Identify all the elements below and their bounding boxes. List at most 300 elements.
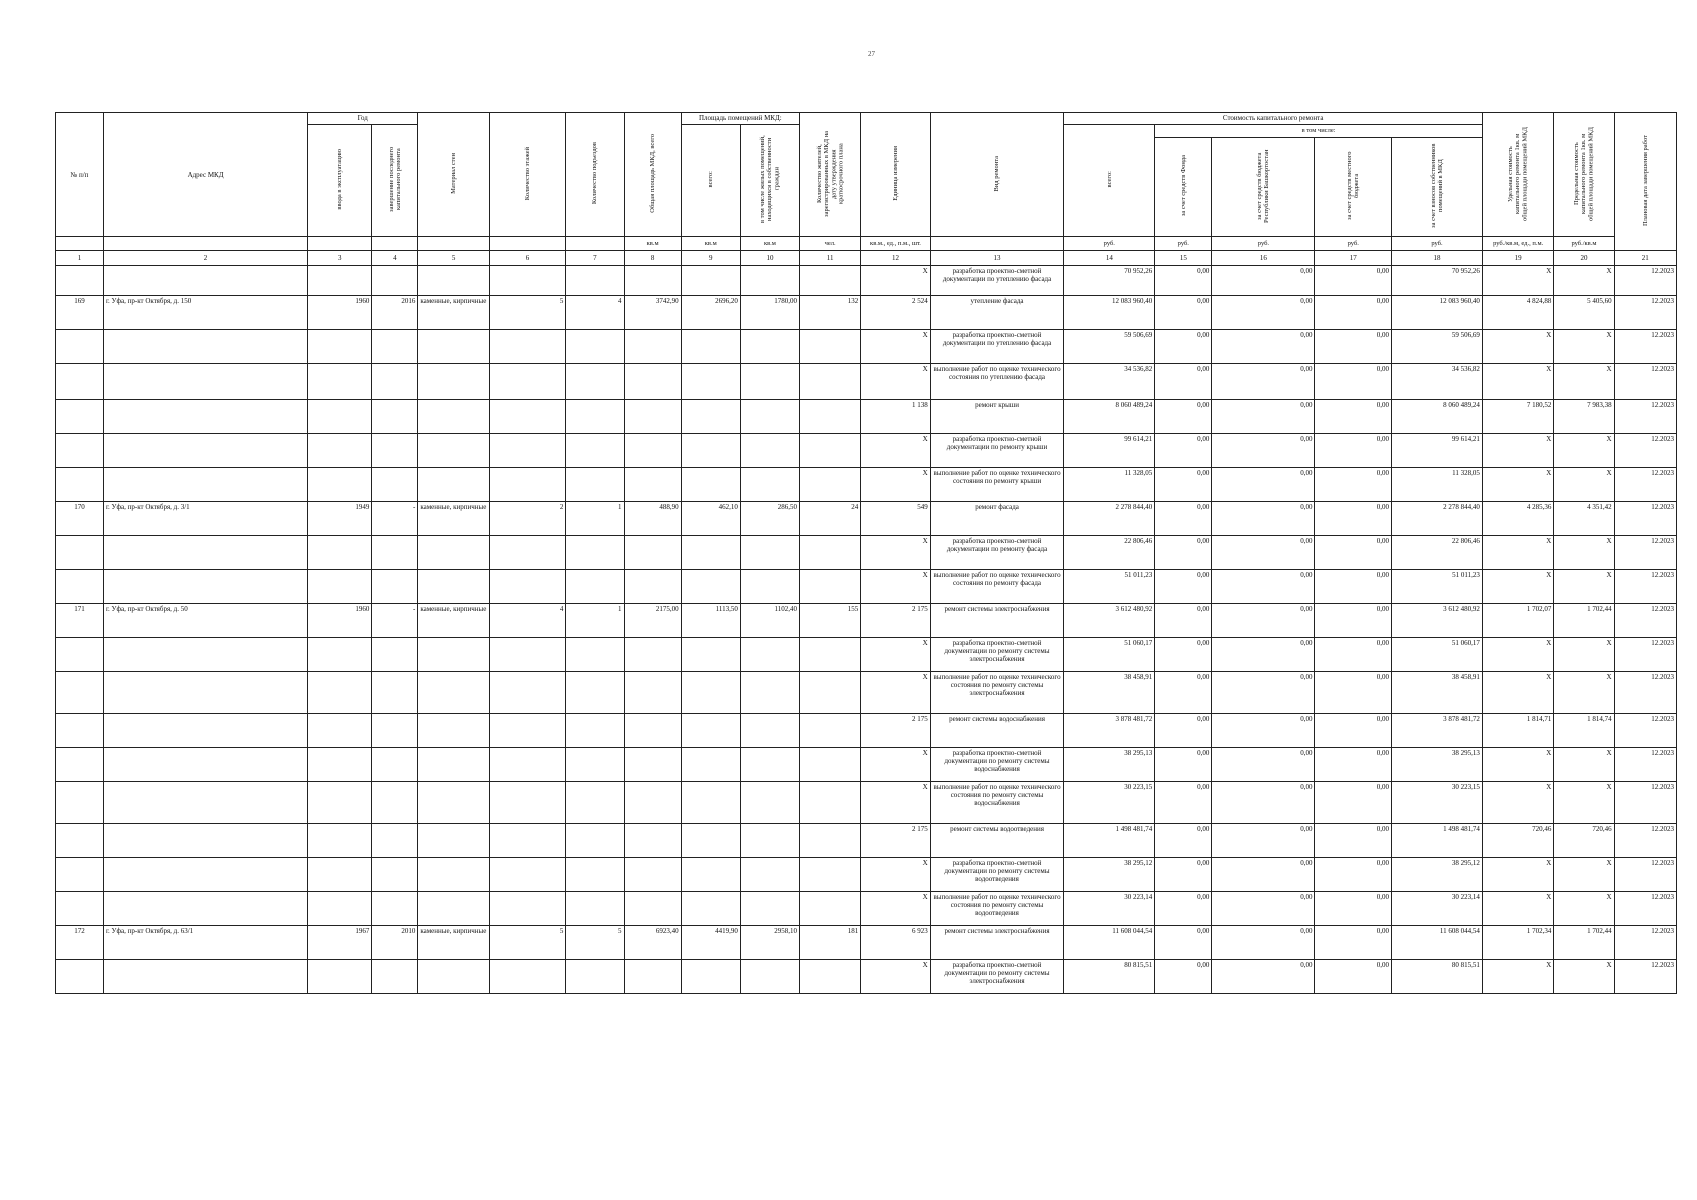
cost-fund-cell: 0,00	[1155, 960, 1212, 994]
quantity-cell: X	[861, 536, 930, 570]
work-type-cell: разработка проектно-сметной документации по ремонту системы электроснабжения	[930, 960, 1064, 994]
cost-total-cell: 11 608 044,54	[1064, 926, 1155, 960]
floors-cell	[489, 638, 566, 672]
floors-cell	[489, 714, 566, 748]
entrances-cell	[566, 468, 624, 502]
wall-material-cell	[418, 266, 489, 296]
cost-total-cell: 38 295,13	[1064, 748, 1155, 782]
row-number-cell: 169	[56, 296, 104, 330]
address-cell	[103, 570, 307, 604]
header-premises-private: в том числе жилых помещений, находящихся в собственности граждан	[740, 125, 799, 237]
wall-material-cell	[418, 330, 489, 364]
total-area-cell: 2175,00	[624, 604, 681, 638]
max-cost-cell: X	[1554, 330, 1614, 364]
quantity-cell: X	[861, 638, 930, 672]
table-row	[56, 468, 1677, 502]
entrances-cell	[566, 570, 624, 604]
work-type-cell: разработка проектно-сметной документации по ремонту фасада	[930, 536, 1064, 570]
wall-material-cell	[418, 892, 489, 926]
max-cost-cell: 1 814,74	[1554, 714, 1614, 748]
unit-cost-cell: 4 824,88	[1482, 296, 1553, 330]
planned-date-cell: 12.2023	[1614, 892, 1676, 926]
table-row	[56, 960, 1677, 994]
row-number-cell: 170	[56, 502, 104, 536]
max-cost-cell: 1 702,44	[1554, 604, 1614, 638]
entrances-cell	[566, 330, 624, 364]
wall-material-cell	[418, 536, 489, 570]
cost-local-cell: 0,00	[1315, 782, 1392, 824]
floors-cell	[489, 266, 566, 296]
total-area-cell	[624, 570, 681, 604]
entrances-cell	[566, 364, 624, 400]
cost-fund-cell: 0,00	[1155, 892, 1212, 926]
wall-material-cell: каменные, кирпичные	[418, 502, 489, 536]
capital-repair-table	[55, 112, 1677, 994]
cost-total-cell: 51 011,23	[1064, 570, 1155, 604]
max-cost-cell: X	[1554, 748, 1614, 782]
total-area-cell	[624, 638, 681, 672]
entrances-cell	[566, 824, 624, 858]
floors-cell	[489, 364, 566, 400]
row-number-cell	[56, 824, 104, 858]
quantity-cell: X	[861, 672, 930, 714]
header-unit-cost: Удельная стоимость капитального ремонта 1кв. м общей площади помещений МКД	[1482, 113, 1553, 237]
premises-total-cell	[681, 892, 740, 926]
year-last-repair-cell	[372, 714, 418, 748]
cost-total-cell: 34 536,82	[1064, 364, 1155, 400]
planned-date-cell: 12.2023	[1614, 638, 1676, 672]
planned-date-cell: 12.2023	[1614, 400, 1676, 434]
unit-cost-cell: X	[1482, 434, 1553, 468]
column-number: 13	[930, 251, 1064, 266]
unit-cost-cell: X	[1482, 672, 1553, 714]
wall-material-cell	[418, 748, 489, 782]
premises-private-cell	[740, 400, 799, 434]
max-cost-cell: X	[1554, 672, 1614, 714]
quantity-cell: X	[861, 266, 930, 296]
floors-cell	[489, 892, 566, 926]
floors-cell	[489, 824, 566, 858]
year-built-cell	[308, 714, 372, 748]
cost-local-cell: 0,00	[1315, 434, 1392, 468]
header-cost-owners: за счет взносов собственников помещений в МКД	[1392, 138, 1483, 237]
work-type-cell: выполнение работ по оценке технического состояния по ремонту фасада	[930, 570, 1064, 604]
table-row	[56, 672, 1677, 714]
floors-cell	[489, 330, 566, 364]
year-last-repair-cell: -	[372, 604, 418, 638]
floors-cell: 5	[489, 926, 566, 960]
unit-cell: кв.м., ед., п.м., шт.	[861, 237, 930, 251]
header-no: № п/п	[56, 113, 104, 237]
quantity-cell: X	[861, 960, 930, 994]
address-cell	[103, 858, 307, 892]
premises-private-cell: 1780,00	[740, 296, 799, 330]
cost-total-cell: 8 060 489,24	[1064, 400, 1155, 434]
unit-cell: чел.	[800, 237, 861, 251]
premises-private-cell	[740, 536, 799, 570]
row-number-cell	[56, 400, 104, 434]
floors-cell: 2	[489, 502, 566, 536]
cost-republic-cell: 0,00	[1212, 296, 1315, 330]
address-cell	[103, 266, 307, 296]
year-built-cell	[308, 748, 372, 782]
total-area-cell	[624, 266, 681, 296]
address-cell	[103, 782, 307, 824]
cost-local-cell: 0,00	[1315, 266, 1392, 296]
header-total-area: Общая площадь МКД, всего	[624, 113, 681, 237]
planned-date-cell: 12.2023	[1614, 266, 1676, 296]
unit-cost-cell: X	[1482, 748, 1553, 782]
premises-total-cell	[681, 266, 740, 296]
quantity-cell: 2 175	[861, 714, 930, 748]
year-built-cell	[308, 400, 372, 434]
quantity-cell: X	[861, 892, 930, 926]
max-cost-cell: X	[1554, 892, 1614, 926]
work-type-cell: выполнение работ по оценке технического состояния по утеплению фасада	[930, 364, 1064, 400]
residents-cell: 181	[800, 926, 861, 960]
header-max-cost: Предельная стоимость капитального ремонта 1кв. м общей площади помещений МКД	[1554, 113, 1614, 237]
max-cost-cell: 7 983,38	[1554, 400, 1614, 434]
premises-private-cell	[740, 468, 799, 502]
unit-cost-cell: X	[1482, 468, 1553, 502]
cost-total-cell: 70 952,26	[1064, 266, 1155, 296]
cost-total-cell: 3 612 480,92	[1064, 604, 1155, 638]
wall-material-cell	[418, 638, 489, 672]
planned-date-cell: 12.2023	[1614, 536, 1676, 570]
wall-material-cell	[418, 434, 489, 468]
unit-cell: руб./кв.м	[1554, 237, 1614, 251]
cost-local-cell: 0,00	[1315, 892, 1392, 926]
residents-cell	[800, 672, 861, 714]
premises-private-cell	[740, 714, 799, 748]
unit-cost-cell: 1 814,71	[1482, 714, 1553, 748]
column-number: 3	[308, 251, 372, 266]
premises-private-cell	[740, 748, 799, 782]
residents-cell	[800, 364, 861, 400]
year-built-cell	[308, 672, 372, 714]
max-cost-cell: X	[1554, 858, 1614, 892]
total-area-cell	[624, 400, 681, 434]
column-number: 16	[1212, 251, 1315, 266]
entrances-cell: 5	[566, 926, 624, 960]
address-cell	[103, 468, 307, 502]
entrances-cell	[566, 858, 624, 892]
cost-local-cell: 0,00	[1315, 502, 1392, 536]
planned-date-cell: 12.2023	[1614, 434, 1676, 468]
premises-private-cell	[740, 570, 799, 604]
cost-republic-cell: 0,00	[1212, 434, 1315, 468]
total-area-cell	[624, 892, 681, 926]
quantity-cell: X	[861, 434, 930, 468]
residents-cell	[800, 266, 861, 296]
table-row	[56, 824, 1677, 858]
total-area-cell	[624, 330, 681, 364]
year-built-cell: 1949	[308, 502, 372, 536]
total-area-cell	[624, 960, 681, 994]
cost-total-cell: 12 083 960,40	[1064, 296, 1155, 330]
cost-owners-cell: 70 952,26	[1392, 266, 1483, 296]
cost-local-cell: 0,00	[1315, 824, 1392, 858]
table-row	[56, 330, 1677, 364]
year-built-cell	[308, 824, 372, 858]
column-number: 12	[861, 251, 930, 266]
year-built-cell	[308, 266, 372, 296]
address-cell	[103, 364, 307, 400]
premises-total-cell: 1113,50	[681, 604, 740, 638]
address-cell: г. Уфа, пр-кт Октября, д. 150	[103, 296, 307, 330]
quantity-cell: X	[861, 330, 930, 364]
column-number: 8	[624, 251, 681, 266]
unit-cell: руб.	[1064, 237, 1155, 251]
address-cell	[103, 330, 307, 364]
total-area-cell	[624, 858, 681, 892]
cost-local-cell: 0,00	[1315, 604, 1392, 638]
cost-owners-cell: 51 060,17	[1392, 638, 1483, 672]
unit-cell: руб.	[1315, 237, 1392, 251]
year-last-repair-cell: 2010	[372, 926, 418, 960]
cost-republic-cell: 0,00	[1212, 536, 1315, 570]
work-type-cell: выполнение работ по оценке технического состояния по ремонту крыши	[930, 468, 1064, 502]
cost-owners-cell: 34 536,82	[1392, 364, 1483, 400]
cost-fund-cell: 0,00	[1155, 296, 1212, 330]
header-cost-republic: за счет средств бюджета Республики Башкортостан	[1212, 138, 1315, 237]
cost-total-cell: 99 614,21	[1064, 434, 1155, 468]
premises-total-cell	[681, 536, 740, 570]
row-number-cell: 171	[56, 604, 104, 638]
entrances-cell	[566, 638, 624, 672]
cost-local-cell: 0,00	[1315, 714, 1392, 748]
work-type-cell: выполнение работ по оценке технического состояния по ремонту системы водоотведения	[930, 892, 1064, 926]
column-number: 5	[418, 251, 489, 266]
quantity-cell: 2 175	[861, 824, 930, 858]
column-number: 15	[1155, 251, 1212, 266]
address-cell	[103, 536, 307, 570]
year-built-cell	[308, 782, 372, 824]
cost-republic-cell: 0,00	[1212, 824, 1315, 858]
cost-owners-cell: 2 278 844,40	[1392, 502, 1483, 536]
cost-fund-cell: 0,00	[1155, 468, 1212, 502]
unit-cost-cell: X	[1482, 638, 1553, 672]
cost-republic-cell: 0,00	[1212, 400, 1315, 434]
cost-owners-cell: 11 608 044,54	[1392, 926, 1483, 960]
cost-owners-cell: 80 815,51	[1392, 960, 1483, 994]
year-built-cell	[308, 570, 372, 604]
header-cost-local: за счет средств местного бюджета	[1315, 138, 1392, 237]
header-incl: в том числе:	[1155, 125, 1483, 138]
premises-total-cell	[681, 434, 740, 468]
premises-total-cell	[681, 858, 740, 892]
cost-republic-cell: 0,00	[1212, 892, 1315, 926]
cost-owners-cell: 22 806,46	[1392, 536, 1483, 570]
row-number-cell	[56, 638, 104, 672]
cost-republic-cell: 0,00	[1212, 960, 1315, 994]
cost-owners-cell: 30 223,15	[1392, 782, 1483, 824]
cost-fund-cell: 0,00	[1155, 330, 1212, 364]
work-type-cell: разработка проектно-сметной документации по утеплению фасада	[930, 266, 1064, 296]
year-last-repair-cell	[372, 266, 418, 296]
cost-local-cell: 0,00	[1315, 296, 1392, 330]
cost-fund-cell: 0,00	[1155, 672, 1212, 714]
floors-cell	[489, 400, 566, 434]
planned-date-cell: 12.2023	[1614, 330, 1676, 364]
table-row	[56, 536, 1677, 570]
cost-republic-cell: 0,00	[1212, 502, 1315, 536]
unit-cell: кв.м	[681, 237, 740, 251]
column-number: 21	[1614, 251, 1676, 266]
premises-private-cell	[740, 638, 799, 672]
year-built-cell: 1960	[308, 604, 372, 638]
total-area-cell	[624, 672, 681, 714]
cost-owners-cell: 3 612 480,92	[1392, 604, 1483, 638]
entrances-cell: 4	[566, 296, 624, 330]
year-last-repair-cell	[372, 858, 418, 892]
cost-republic-cell: 0,00	[1212, 604, 1315, 638]
header-floors: Количество этажей	[489, 113, 566, 237]
year-built-cell	[308, 536, 372, 570]
entrances-cell	[566, 434, 624, 468]
row-number-cell	[56, 364, 104, 400]
wall-material-cell: каменные, кирпичные	[418, 604, 489, 638]
cost-owners-cell: 1 498 481,74	[1392, 824, 1483, 858]
year-last-repair-cell	[372, 536, 418, 570]
total-area-cell	[624, 824, 681, 858]
cost-fund-cell: 0,00	[1155, 714, 1212, 748]
year-last-repair-cell	[372, 782, 418, 824]
cost-fund-cell: 0,00	[1155, 266, 1212, 296]
header-unit: Единица измерения	[861, 113, 930, 237]
year-last-repair-cell	[372, 364, 418, 400]
wall-material-cell: каменные, кирпичные	[418, 296, 489, 330]
entrances-cell	[566, 672, 624, 714]
quantity-cell: 6 923	[861, 926, 930, 960]
column-number: 6	[489, 251, 566, 266]
cost-owners-cell: 51 011,23	[1392, 570, 1483, 604]
header-cost-group: Стоимость капитального ремонта	[1064, 113, 1483, 125]
table-row	[56, 858, 1677, 892]
planned-date-cell: 12.2023	[1614, 824, 1676, 858]
premises-private-cell	[740, 782, 799, 824]
total-area-cell	[624, 714, 681, 748]
cost-republic-cell: 0,00	[1212, 782, 1315, 824]
table-row	[56, 434, 1677, 468]
unit-cost-cell: X	[1482, 536, 1553, 570]
header-wall-material: Материал стен	[418, 113, 489, 237]
cost-fund-cell: 0,00	[1155, 604, 1212, 638]
column-number: 14	[1064, 251, 1155, 266]
work-type-cell: разработка проектно-сметной документации по ремонту крыши	[930, 434, 1064, 468]
column-number: 4	[372, 251, 418, 266]
planned-date-cell: 12.2023	[1614, 858, 1676, 892]
wall-material-cell	[418, 570, 489, 604]
row-number-cell	[56, 434, 104, 468]
cost-local-cell: 0,00	[1315, 638, 1392, 672]
work-type-cell: разработка проектно-сметной документации по ремонту системы водоотведения	[930, 858, 1064, 892]
header-year-last-repair: завершение последнего капитального ремонта	[372, 125, 418, 237]
table-row	[56, 714, 1677, 748]
premises-private-cell	[740, 330, 799, 364]
address-cell: г. Уфа, пр-кт Октября, д. 63/1	[103, 926, 307, 960]
work-type-cell: выполнение работ по оценке технического состояния по ремонту системы электроснабжения	[930, 672, 1064, 714]
floors-cell	[489, 858, 566, 892]
row-number-cell	[56, 748, 104, 782]
wall-material-cell	[418, 364, 489, 400]
total-area-cell	[624, 536, 681, 570]
entrances-cell	[566, 748, 624, 782]
cost-local-cell: 0,00	[1315, 672, 1392, 714]
header-entrances: Количество подъездов	[566, 113, 624, 237]
unit-cost-cell: X	[1482, 892, 1553, 926]
quantity-cell: X	[861, 748, 930, 782]
cost-total-cell: 3 878 481,72	[1064, 714, 1155, 748]
units-row	[56, 237, 1677, 251]
wall-material-cell	[418, 672, 489, 714]
wall-material-cell	[418, 468, 489, 502]
cost-owners-cell: 30 223,14	[1392, 892, 1483, 926]
cost-fund-cell: 0,00	[1155, 536, 1212, 570]
premises-private-cell	[740, 266, 799, 296]
table-row	[56, 892, 1677, 926]
address-cell: г. Уфа, пр-кт Октября, д. 50	[103, 604, 307, 638]
residents-cell	[800, 536, 861, 570]
premises-private-cell	[740, 824, 799, 858]
total-area-cell: 3742,90	[624, 296, 681, 330]
premises-private-cell	[740, 672, 799, 714]
total-area-cell	[624, 434, 681, 468]
planned-date-cell: 12.2023	[1614, 604, 1676, 638]
max-cost-cell: X	[1554, 468, 1614, 502]
residents-cell	[800, 782, 861, 824]
address-cell	[103, 892, 307, 926]
residents-cell	[800, 330, 861, 364]
year-built-cell	[308, 892, 372, 926]
max-cost-cell: X	[1554, 638, 1614, 672]
entrances-cell	[566, 782, 624, 824]
planned-date-cell: 12.2023	[1614, 748, 1676, 782]
total-area-cell	[624, 748, 681, 782]
row-number-cell	[56, 672, 104, 714]
year-last-repair-cell	[372, 824, 418, 858]
planned-date-cell: 12.2023	[1614, 502, 1676, 536]
premises-private-cell	[740, 434, 799, 468]
quantity-cell: 1 138	[861, 400, 930, 434]
residents-cell	[800, 570, 861, 604]
total-area-cell	[624, 364, 681, 400]
year-last-repair-cell	[372, 638, 418, 672]
premises-total-cell	[681, 364, 740, 400]
premises-total-cell: 2696,20	[681, 296, 740, 330]
premises-total-cell	[681, 330, 740, 364]
cost-republic-cell: 0,00	[1212, 926, 1315, 960]
residents-cell	[800, 400, 861, 434]
premises-total-cell: 462,10	[681, 502, 740, 536]
planned-date-cell: 12.2023	[1614, 296, 1676, 330]
max-cost-cell: X	[1554, 536, 1614, 570]
cost-owners-cell: 38 295,12	[1392, 858, 1483, 892]
column-number: 2	[103, 251, 307, 266]
premises-total-cell	[681, 400, 740, 434]
header-cost-total: всего:	[1064, 125, 1155, 237]
cost-local-cell: 0,00	[1315, 364, 1392, 400]
quantity-cell: X	[861, 570, 930, 604]
cost-owners-cell: 8 060 489,24	[1392, 400, 1483, 434]
row-number-cell	[56, 536, 104, 570]
unit-cost-cell: 1 702,34	[1482, 926, 1553, 960]
table-row	[56, 926, 1677, 960]
unit-cost-cell: X	[1482, 330, 1553, 364]
floors-cell	[489, 782, 566, 824]
premises-total-cell	[681, 468, 740, 502]
table-row	[56, 570, 1677, 604]
